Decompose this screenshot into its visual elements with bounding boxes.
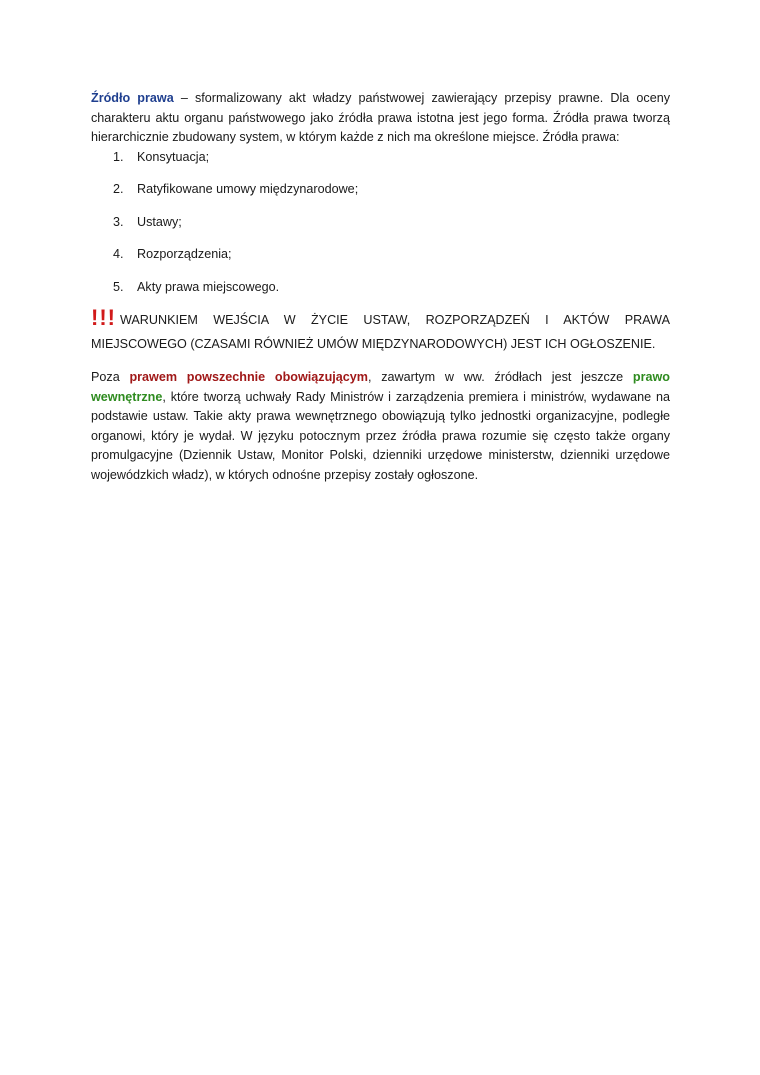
warning-text: WARUNKIEM WEJŚCIA W ŻYCIE USTAW, ROZPORZĄDZEŃ I AKTÓW PRAWA MIEJSCOWEGO (CZASAMI RÓWNIEŻ UMÓW MIĘDZYNARODOWYCH) JEST ICH OGŁOSZENIE. (91, 313, 670, 351)
list-item (91, 213, 670, 246)
internal-text-1: Poza (91, 370, 130, 384)
list-item-label: Ustawy; (137, 214, 182, 229)
document-content (91, 89, 670, 485)
term-prawo-powszechne: prawem powszechnie obowiązującym (129, 370, 368, 384)
list-item-label: Rozporządzenia; (137, 247, 232, 261)
list-item-number: 1. (113, 149, 124, 164)
warning-marks: !!! (91, 305, 116, 330)
list-item (91, 148, 670, 181)
list-item-label: Ratyfikowane umowy międzynarodowe; (137, 182, 359, 196)
term-prawo-wewnetrzne: prawo wewnętrzne (91, 370, 670, 404)
list-item-number: 3. (113, 214, 124, 229)
list-item-number: 2. (113, 182, 124, 196)
list-item-number: 4. (113, 247, 124, 261)
warning-paragraph (91, 306, 670, 356)
intro-text: – sformalizowany akt władzy państwowej zawierający przepisy prawne. Dla oceny charakteru aktu organu państwowego jako źródła prawa istotna jest jego forma. Źródła prawa tworzą hierarchicznie zbudowany system, w którym każde z nich ma określone miejsce. Źródła prawa: (91, 91, 670, 144)
list-item (91, 180, 670, 213)
list-item (91, 245, 670, 278)
list-item-number: 5. (113, 279, 124, 294)
internal-law-paragraph (91, 368, 670, 485)
internal-text-3: , które tworzą uchwały Rady Ministrów i zarządzenia premiera i ministrów, wydawane na podstawie ustaw. Takie akty prawa wewnętrznego obowiązują tylko jednostki organizacyjne, podległe organowi, który je wydał. W języku potocznym przez źródła prawa rozumie się często także organy promulgacyjne (Dziennik Ustaw, Monitor Polski, dzienniki urzędowe ministerstw, dzienniki urzędowe wojewódzkich władz), w których odnośne przepisy zostały ogłoszone. (91, 389, 670, 482)
list-item-label: Konsytuacja; (137, 149, 210, 164)
intro-paragraph (91, 89, 670, 148)
internal-text-2: , zawartym w ww. źródłach jest jeszcze (368, 370, 633, 384)
list-item-label: Akty prawa miejscowego. (137, 279, 280, 294)
sources-list (91, 148, 670, 311)
term-zrodlo-prawa: Źródło prawa (91, 91, 174, 105)
